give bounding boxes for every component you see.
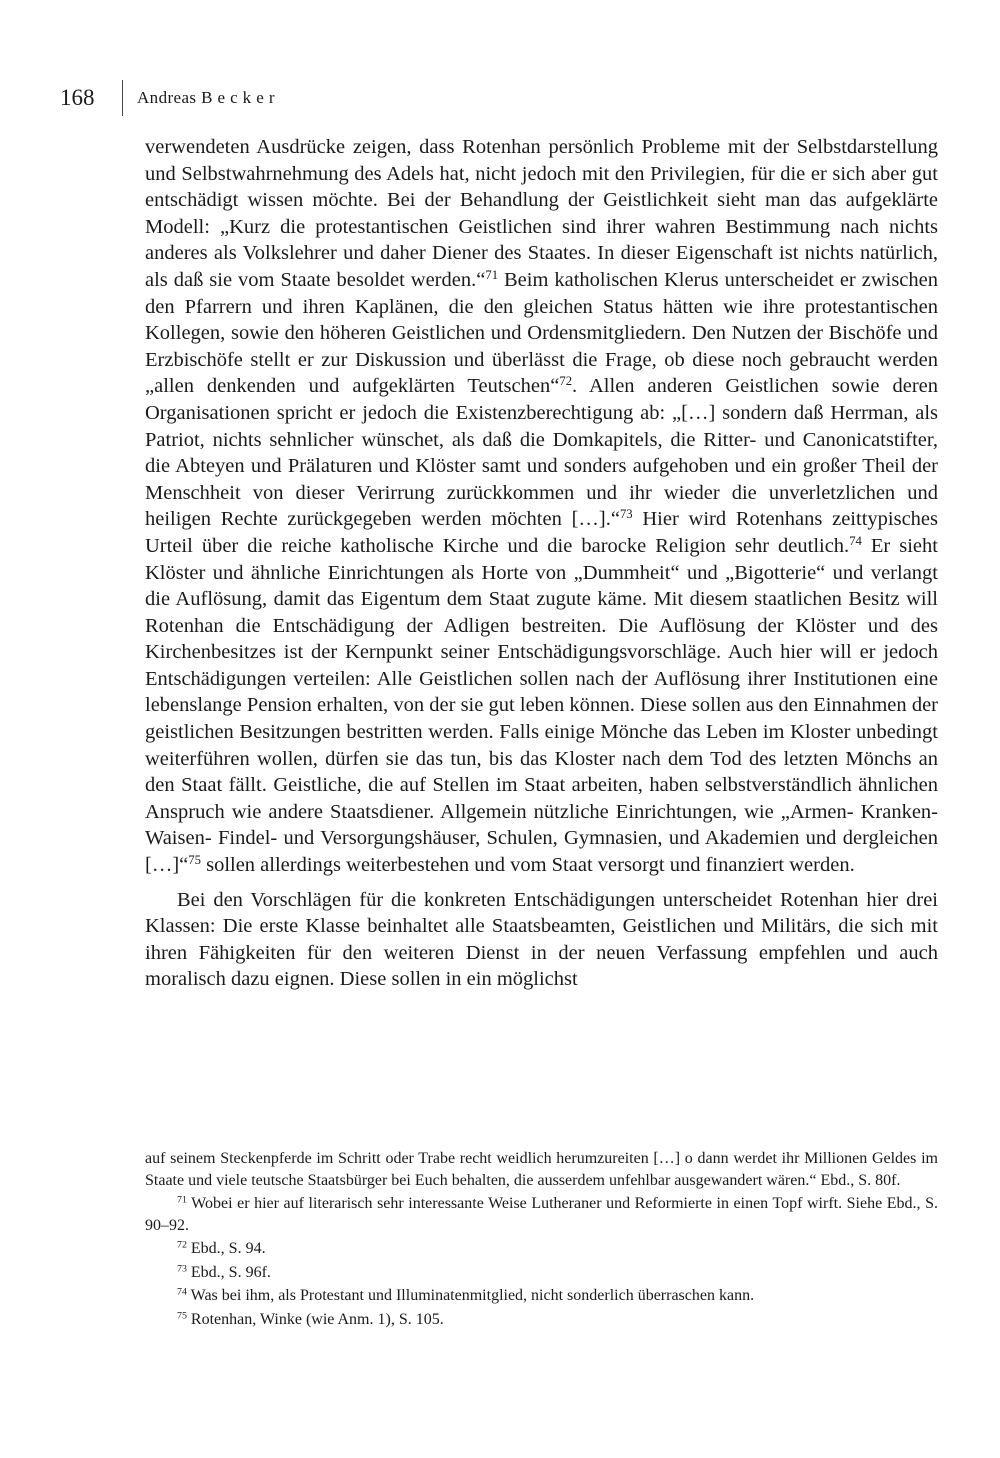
footnote-text: Was bei ihm, als Protestant und Illuminatenmitglied, nicht sonderlich überraschen kann. <box>186 1287 755 1304</box>
text-segment: Er sieht Klöster und ähnliche Einrichtungen als Horte von „Dummheit“ und „Bigotterie“ und verlangt die Auflösung, damit das Eigentum dem Staat zugute käme. Mit diesem staatlichen Besitz will Rotenhan die Entschädigung der Adligen bestreiten. Die Auflösung der Klöster und des Kirchenbesitzes ist der Kernpunkt seiner Entschädigungsvorschläge. Auch hier will er jedoch Entschädigungen verteilen: Alle Geistlichen sollen nach der Auflösung ihrer Institutionen eine lebenslange Pension erhalten, von der sie gut leben können. Diese sollen aus den Einnahmen der geistlichen Besitzungen bestritten werden. Falls einige Mönche das Leben im Kloster unbedingt weiterführen wollen, dürfen sie das tun, bis das Kloster nach dem Tod des letzten Mönchs an den Staat fällt. Geistliche, die auf Stellen im Staat arbeiten, haben selbstverständlich ähnlichen Anspruch wie andere Staatsdiener. Allgemein nützliche Einrichtungen, wie „Armen- Kranken- Waisen- Findel- und Versorgungshäuser, Schulen, Gymnasien, und Akademien und dergleichen […]“ <box>145 534 938 877</box>
footnote-number: 71 <box>177 1194 187 1206</box>
footnote-ref-71[interactable]: 71 <box>485 267 499 282</box>
text-segment: sollen allerdings weiterbestehen und vom Staat versorgt und finanziert werden. <box>200 854 855 877</box>
footnote-text: Ebd., S. 96f. <box>186 1263 271 1281</box>
footnote-71 <box>145 1193 938 1236</box>
footnote-text: Wobei er hier auf literarisch sehr interessante Weise Lutheraner und Reformierte in einen Topf wirft. Siehe Ebd., S. 90–92. <box>145 1195 938 1234</box>
page-number: 168 <box>60 85 95 110</box>
footnote-number: 75 <box>177 1310 187 1322</box>
footnote-number: 74 <box>177 1286 187 1298</box>
text-segment: . Allen anderen Geistlichen sowie deren Organisationen spricht er jedoch die Existenzberechtigung ab: „[…] sondern daß Herrman, als Patriot, nichts sehnlicher wünschet, als daß die Domkapitels, die Ritter- und Canonicatstifter, die Abteyen und Prälaturen und Klöster samt und sonders aufgehoben und ein großer Theil der Menschheit von dieser Verirrung zurückkommen und ihr wieder die unverletzlichen und heiligen Rechte zurückgegeben werden möchten […].“ <box>145 375 939 531</box>
header-divider <box>122 80 123 116</box>
body-text <box>145 134 938 993</box>
footnote-75 <box>145 1309 938 1331</box>
text-segment: Hier wird Rotenhans zeittypisches Urteil über die reiche katholische Kirche und die barocke Religion sehr deutlich. <box>145 508 938 557</box>
footnote-number: 73 <box>177 1263 187 1275</box>
footnote-ref-72[interactable]: 72 <box>559 374 573 389</box>
footnote-74 <box>145 1285 938 1307</box>
footnote-73 <box>145 1262 938 1284</box>
footnote-ref-74[interactable]: 74 <box>849 533 862 548</box>
footnote-ref-75[interactable]: 75 <box>188 853 201 868</box>
footnotes <box>145 1148 938 1332</box>
text-segment: verwendeten Ausdrücke zeigen, dass Rotenhan persönlich Probleme mit der Selbstdarstellung und Selbstwahrnehmung des Adels hat, nicht jedoch mit den Privilegien, für die er sich aber gut entschädigt wissen möchte. Bei der Behandlung der Geistlichkeit sieht man das aufgeklärte Modell: „Kurz die protestantischen Geistlichen sind ihrer wahren Bestimmung nach nichts anderes als Volkslehrer und daher Diener des Staates. In dieser Eigenschaft ist nichts natürlich, als daß sie vom Staate besoldet werden.“ <box>145 136 938 291</box>
footnote-continued: auf seinem Steckenpferde im Schritt oder Trabe recht weidlich herumzureiten […] o dann werdet ihr Millionen Geldes im Staate und viele teutsche Staatsbürger bei Euch behalten, die ausserdem unfehlbar ausgewandert wären.“ Ebd., S. 80f. <box>145 1150 938 1189</box>
footnote-text: Rotenhan, Winke (wie Anm. 1), S. 105. <box>186 1310 444 1328</box>
footnote-72 <box>145 1238 938 1260</box>
paragraph-1 <box>145 134 938 879</box>
footnote-number: 72 <box>177 1239 187 1251</box>
footnote-ref-73[interactable]: 73 <box>619 507 633 522</box>
paragraph-2: Bei den Vorschlägen für die konkreten Entschädigungen unterscheidet Rotenhan hier drei Klassen: Die erste Klasse beinhaltet alle Staatsbeamten, Geistlichen und Militärs, die sich mit ihren Fähigkeiten für den weiteren Dienst in der neuen Verfassung empfehlen und auch moralisch dazu eignen. Diese sollen in ein möglichst <box>145 888 938 991</box>
running-header <box>60 80 275 116</box>
text-segment: Beim katholischen Klerus unterscheidet er zwischen den Pfarrern und ihren Kaplänen, die den gleichen Status hätten wie ihre protestantischen Kollegen, sowie den höheren Geistlichen und Ordensmitgliedern. Den Nutzen der Bischöfe und Erzbischöfe stellt er zur Diskussion und überlässt die Frage, ob diese noch gebraucht werden „allen denkenden und aufgeklärten Teutschen“ <box>145 268 938 398</box>
running-head-author: Andreas B e c k e r <box>137 88 275 107</box>
footnote-text: Ebd., S. 94. <box>186 1240 266 1257</box>
